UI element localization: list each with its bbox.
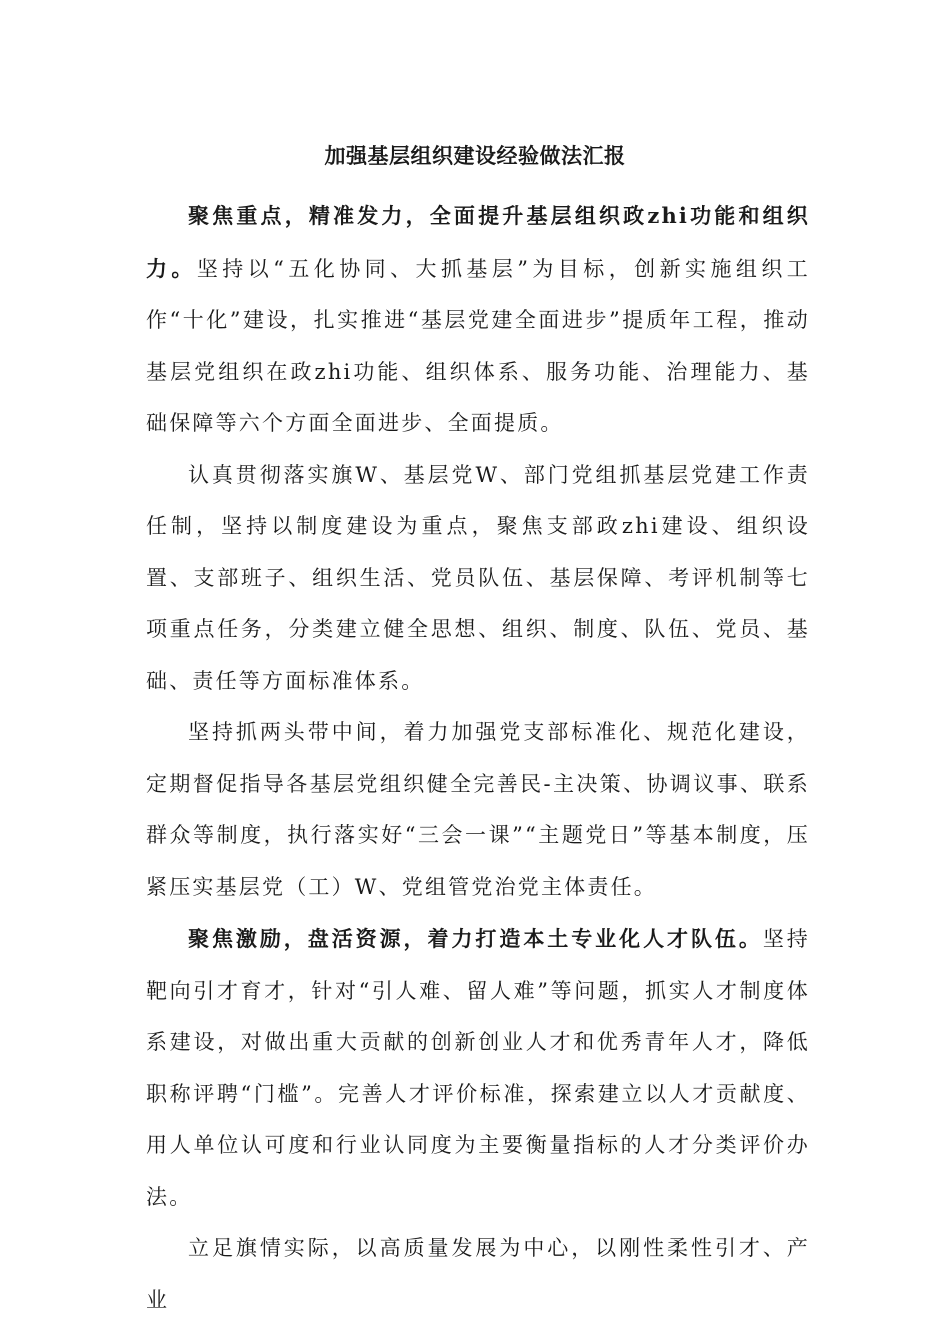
document-title: 加强基层组织建设经验做法汇报	[324, 143, 626, 168]
paragraph-1-text: 坚持以“五化协同、大抓基层”为目标，创新实施组织工作“十化”建设，扎实推进“基层党建全面进步”提质年工程，推动基层党组织在政zhi功能、组织体系、服务功能、治理能力、基础保障等六个方面全面进步、全面提质。	[146, 256, 810, 435]
paragraph-5	[146, 1223, 810, 1326]
paragraph-4-lead: 聚焦激励，盘活资源，着力打造本土专业化人才队伍。	[188, 926, 763, 951]
paragraph-4-text: 坚持靶向引才育才，针对“引人难、留人难”等问题，抓实人才制度体系建设，对做出重大贡献的创新创业人才和优秀青年人才，降低职称评聘“门槛”。完善人才评价标准，探索建立以人才贡献度、用人单位认可度和行业认同度为主要衡量指标的人才分类评价办法。	[146, 927, 810, 1209]
paragraph-4	[146, 913, 810, 1223]
paragraph-5-text: 立足旗情实际，以高质量发展为中心，以刚性柔性引才、产业	[146, 1236, 810, 1312]
paragraph-3	[146, 707, 810, 913]
paragraph-2	[146, 450, 810, 708]
paragraph-1	[146, 190, 810, 450]
document-body	[146, 190, 810, 1326]
paragraph-3-text: 坚持抓两头带中间，着力加强党支部标准化、规范化建设，定期督促指导各基层党组织健全完善民-主决策、协调议事、联系群众等制度，执行落实好“三会一课”“主题党日”等基本制度，压紧压实基层党（工）W、党组管党治党主体责任。	[146, 720, 810, 899]
paragraph-2-text: 认真贯彻落实旗W、基层党W、部门党组抓基层党建工作责任制，坚持以制度建设为重点，聚焦支部政zhi建设、组织设置、支部班子、组织生活、党员队伍、基层保障、考评机制等七项重点任务，分类建立健全思想、组织、制度、队伍、党员、基础、责任等方面标准体系。	[146, 462, 810, 693]
paragraph-1-lead: 聚焦重点，精准发力，全面提升基层组织政zhi功能和组织力。	[146, 203, 810, 281]
